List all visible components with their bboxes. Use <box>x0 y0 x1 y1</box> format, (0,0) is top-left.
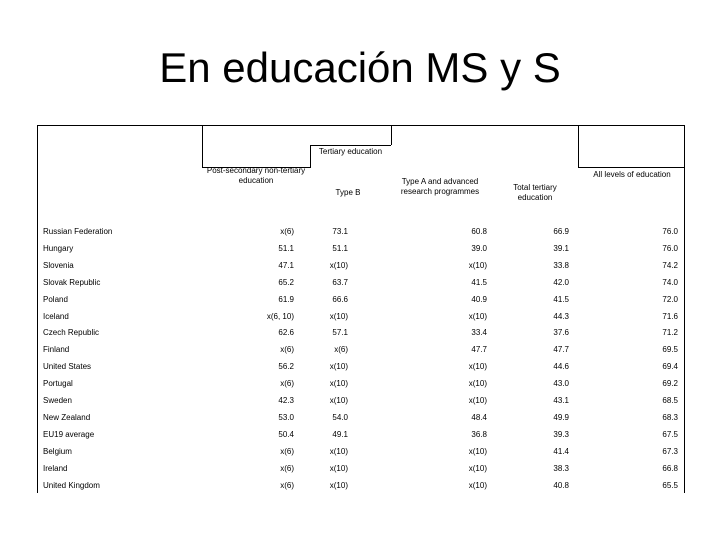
row-value: 73.1 <box>332 227 348 236</box>
row-value: 43.1 <box>553 396 569 405</box>
row-value: x(6, 10) <box>266 311 294 321</box>
table-row <box>0 261 720 278</box>
row-value: x(10) <box>329 362 348 372</box>
row-country: United Kingdom <box>43 480 100 490</box>
row-value: x(10) <box>329 379 348 389</box>
header-divider <box>391 125 392 145</box>
row-value: 62.6 <box>278 328 294 338</box>
row-value: 53.0 <box>278 412 294 422</box>
row-value: x(6) <box>280 463 294 473</box>
row-value: 74.0 <box>662 277 678 287</box>
row-value: 43.0 <box>553 379 569 389</box>
row-value: x(10) <box>468 379 487 389</box>
row-value: 41.5 <box>471 277 487 287</box>
row-value: x(6) <box>280 379 294 389</box>
row-value: 66.6 <box>332 294 348 304</box>
row-value: 48.4 <box>471 412 487 422</box>
row-value: 44.6 <box>553 362 569 372</box>
table-row <box>0 430 720 447</box>
table-row <box>0 312 720 329</box>
row-country: Czech Republic <box>43 328 100 338</box>
header-divider <box>310 145 391 146</box>
row-value: x(10) <box>329 396 348 405</box>
row-country: Hungary <box>43 243 74 253</box>
table-row <box>0 447 720 464</box>
row-value: 36.8 <box>471 429 487 439</box>
row-value: x(6) <box>280 446 294 456</box>
row-value: x(6) <box>280 345 294 355</box>
row-value: x(6) <box>280 227 294 236</box>
row-value: 49.9 <box>553 412 569 422</box>
row-value: 60.8 <box>471 227 487 236</box>
row-value: 74.2 <box>662 260 678 270</box>
row-value: 63.7 <box>332 277 348 287</box>
row-value: 51.1 <box>278 243 294 253</box>
row-value: 56.2 <box>278 362 294 372</box>
row-value: 67.5 <box>662 429 678 439</box>
row-value: x(10) <box>329 480 348 490</box>
row-country: Ireland <box>43 463 68 473</box>
row-value: x(10) <box>329 446 348 456</box>
row-value: x(10) <box>329 311 348 321</box>
row-value: 47.7 <box>553 345 569 355</box>
row-value: 68.3 <box>662 412 678 422</box>
row-value: 38.3 <box>553 463 569 473</box>
page-title: En educación MS y S <box>159 44 561 91</box>
row-value: x(10) <box>468 260 487 270</box>
row-country: Belgium <box>43 446 72 456</box>
row-value: 68.5 <box>662 396 678 405</box>
table-row <box>0 244 720 261</box>
row-value: 39.1 <box>553 243 569 253</box>
row-value: 65.5 <box>662 480 678 490</box>
row-value: 39.3 <box>553 429 569 439</box>
row-value: 41.5 <box>553 294 569 304</box>
row-value: x(6) <box>280 480 294 490</box>
table-row <box>0 413 720 430</box>
table-row <box>0 481 720 498</box>
row-value: 76.0 <box>662 227 678 236</box>
table-row <box>0 278 720 295</box>
row-value: 65.2 <box>278 277 294 287</box>
row-value: 49.1 <box>332 429 348 439</box>
table-row <box>0 295 720 312</box>
row-value: x(10) <box>329 260 348 270</box>
row-value: x(6) <box>334 345 348 355</box>
row-value: 76.0 <box>662 243 678 253</box>
row-value: x(10) <box>468 480 487 490</box>
header-post-secondary: Post-secondary non-tertiary education <box>206 166 306 185</box>
row-value: 71.6 <box>662 311 678 321</box>
row-value: x(10) <box>468 362 487 372</box>
row-value: x(10) <box>468 311 487 321</box>
row-country: EU19 average <box>43 429 95 439</box>
row-value: 50.4 <box>278 429 294 439</box>
row-country: Iceland <box>43 311 69 321</box>
row-value: x(10) <box>468 463 487 473</box>
row-value: x(10) <box>329 463 348 473</box>
row-value: 44.3 <box>553 311 569 321</box>
header-all-levels: All levels of education <box>593 170 671 179</box>
row-country: Portugal <box>43 379 73 389</box>
table-row <box>0 396 720 413</box>
header-divider <box>578 167 685 168</box>
header-tertiary-education: Tertiary education <box>318 147 383 156</box>
row-value: x(10) <box>468 396 487 405</box>
table-row <box>0 362 720 379</box>
row-value: 57.1 <box>332 328 348 338</box>
header-total-tertiary: Total tertiary education <box>513 183 557 202</box>
row-value: 37.6 <box>553 328 569 338</box>
row-value: 33.4 <box>471 328 487 338</box>
row-value: 69.4 <box>662 362 678 372</box>
row-country: Poland <box>43 294 68 304</box>
row-value: 51.1 <box>332 243 348 253</box>
row-country: Russian Federation <box>43 227 113 236</box>
row-value: 72.0 <box>662 294 678 304</box>
table-row <box>0 379 720 396</box>
row-value: 61.9 <box>278 294 294 304</box>
row-value: x(10) <box>468 446 487 456</box>
row-country: Finland <box>43 345 70 355</box>
row-value: 33.8 <box>553 260 569 270</box>
row-country: Sweden <box>43 396 72 405</box>
header-divider <box>578 125 579 168</box>
row-value: 66.8 <box>662 463 678 473</box>
row-country: Slovak Republic <box>43 277 101 287</box>
header-divider <box>202 125 203 168</box>
header-type-b: Type B <box>335 188 361 197</box>
header-type-a: Type A and advanced research programmes <box>400 177 480 196</box>
row-value: 69.2 <box>662 379 678 389</box>
row-value: 54.0 <box>332 412 348 422</box>
row-value: 69.5 <box>662 345 678 355</box>
row-country: Slovenia <box>43 260 74 270</box>
table-row <box>0 227 720 244</box>
table-row <box>0 464 720 481</box>
row-value: 41.4 <box>553 446 569 456</box>
row-value: 40.9 <box>471 294 487 304</box>
row-value: 67.3 <box>662 446 678 456</box>
row-value: 42.0 <box>553 277 569 287</box>
row-value: 47.7 <box>471 345 487 355</box>
row-value: 47.1 <box>278 260 294 270</box>
table-row <box>0 345 720 362</box>
row-country: United States <box>43 362 92 372</box>
row-value: 71.2 <box>662 328 678 338</box>
row-value: 40.8 <box>553 480 569 490</box>
row-country: New Zealand <box>43 412 91 422</box>
row-value: 39.0 <box>471 243 487 253</box>
row-value: 66.9 <box>553 227 569 236</box>
row-value: 42.3 <box>278 396 294 405</box>
table-row <box>0 328 720 345</box>
